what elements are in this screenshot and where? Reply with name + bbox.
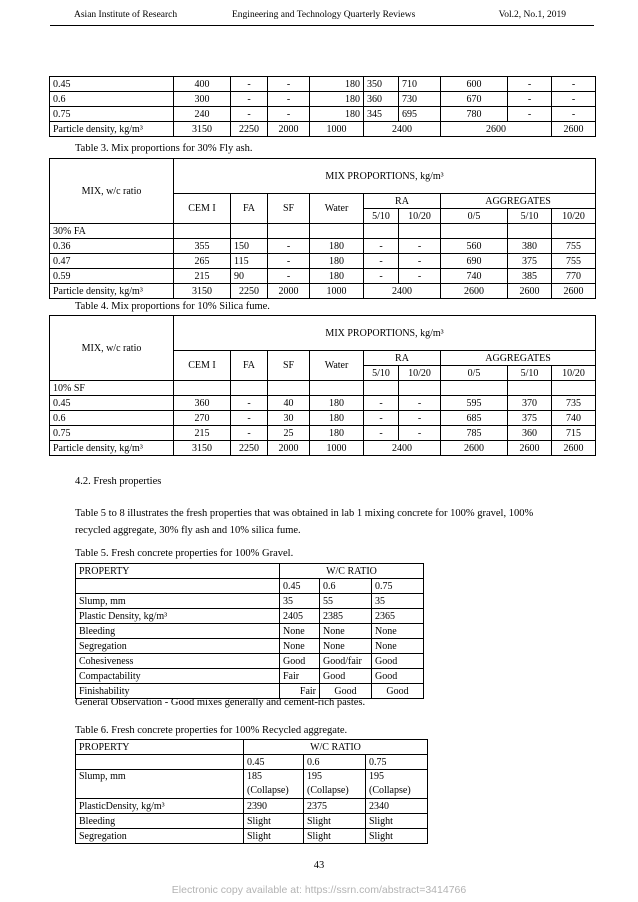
col-fa: FA	[231, 194, 268, 224]
cell: -	[231, 92, 268, 107]
cell: -	[399, 254, 441, 269]
cell: None	[372, 639, 424, 654]
cell: 2600	[508, 441, 552, 456]
cell: 740	[441, 269, 508, 284]
cell: 90	[231, 269, 268, 284]
group-label: 10% SF	[50, 381, 174, 396]
cell: Good/fair	[320, 654, 372, 669]
table3	[49, 158, 596, 299]
cell: Good	[372, 654, 424, 669]
cell	[244, 770, 304, 799]
col-property: PROPERTY	[76, 564, 280, 579]
cell: -	[552, 77, 596, 92]
cell: 180	[310, 239, 364, 254]
cell: -	[231, 426, 268, 441]
cell: 730	[399, 92, 441, 107]
cell: 360	[174, 396, 231, 411]
cell: 2600	[441, 441, 508, 456]
row-label: 0.6	[50, 92, 174, 107]
cell: 355	[174, 239, 231, 254]
sub-col: 5/10	[364, 209, 399, 224]
cell: -	[399, 239, 441, 254]
cell: 735	[552, 396, 596, 411]
cell: -	[364, 254, 399, 269]
table6	[75, 739, 428, 844]
table-row	[50, 77, 596, 92]
cell: 2000	[268, 441, 310, 456]
cell: 180	[310, 426, 364, 441]
cell: 180	[310, 107, 364, 122]
cell: -	[508, 107, 552, 122]
row-label: Segregation	[76, 639, 280, 654]
section-paragraph: Table 5 to 8 illustrates the fresh properties that was obtained in lab 1 mixing concrete for 100% gravel, 100% recycled aggregate, 30% fly ash and 10% silica fume.	[75, 508, 534, 536]
ratio-col: 0.45	[244, 755, 304, 770]
cell: 740	[552, 411, 596, 426]
cell: 695	[399, 107, 441, 122]
cell: 685	[441, 411, 508, 426]
cell: 770	[552, 269, 596, 284]
group-row	[50, 224, 596, 239]
table-row	[76, 639, 424, 654]
cell: -	[231, 396, 268, 411]
cell: -	[508, 92, 552, 107]
cell: 370	[508, 396, 552, 411]
row-label: Bleeding	[76, 814, 244, 829]
mix-label: MIX, w/c ratio	[50, 316, 174, 381]
table-row	[50, 254, 596, 269]
col-wc-ratio: W/C RATIO	[244, 740, 428, 755]
group-row	[50, 381, 596, 396]
sub-col: 5/10	[508, 209, 552, 224]
cell: 600	[441, 77, 508, 92]
header-journal: Engineering and Technology Quarterly Reviews	[232, 10, 416, 20]
slump-note: (Collapse)	[247, 785, 289, 796]
cell: 25	[268, 426, 310, 441]
cell: 2600	[552, 122, 596, 137]
cell: 2600	[508, 284, 552, 299]
cell: -	[399, 396, 441, 411]
density-row	[50, 284, 596, 299]
cell: 2600	[441, 284, 508, 299]
table-continued-body	[50, 77, 596, 137]
table4	[49, 315, 596, 456]
cell: 2340	[366, 799, 428, 814]
cell: 2400	[364, 284, 441, 299]
cell: 2600	[441, 122, 552, 137]
row-label: 0.59	[50, 269, 174, 284]
table3-caption: Table 3. Mix proportions for 30% Fly ash.	[75, 143, 253, 154]
cell: Fair	[280, 669, 320, 684]
table-row	[76, 624, 424, 639]
cell: Good	[320, 684, 372, 699]
slump-note: (Collapse)	[307, 785, 349, 796]
cell: Slight	[244, 814, 304, 829]
row-label: 0.75	[50, 107, 174, 122]
col-ra: RA	[364, 194, 441, 209]
sub-col: 0/5	[441, 366, 508, 381]
cell: Good	[320, 669, 372, 684]
cell: 2250	[231, 122, 268, 137]
table-row	[76, 770, 428, 799]
mix-props-header: MIX PROPORTIONS, kg/m³	[174, 316, 596, 351]
cell: -	[399, 411, 441, 426]
cell: 385	[508, 269, 552, 284]
row-label: Particle density, kg/m³	[50, 122, 174, 137]
cell: 3150	[174, 284, 231, 299]
table-row	[76, 594, 424, 609]
col-property: PROPERTY	[76, 740, 244, 755]
cell: 710	[399, 77, 441, 92]
cell: Good	[372, 684, 424, 699]
row-label: PlasticDensity, kg/m³	[76, 799, 244, 814]
slump-note: (Collapse)	[369, 785, 411, 796]
table-row	[50, 269, 596, 284]
table-row	[50, 92, 596, 107]
row-label: Slump, mm	[76, 770, 244, 799]
row-label: Particle density, kg/m³	[50, 441, 174, 456]
running-header	[74, 10, 566, 24]
row-label: Finishability	[76, 684, 280, 699]
row-label: 0.47	[50, 254, 174, 269]
table6-caption: Table 6. Fresh concrete properties for 100% Recycled aggregate.	[75, 725, 348, 736]
ratio-col: 0.6	[304, 755, 366, 770]
slump-value: 195	[307, 771, 322, 782]
cell: -	[231, 77, 268, 92]
cell: 345	[364, 107, 399, 122]
cell: -	[508, 77, 552, 92]
slump-value: 195	[369, 771, 384, 782]
cell: 2400	[364, 441, 441, 456]
cell: -	[268, 107, 310, 122]
cell: None	[280, 624, 320, 639]
cell: 360	[364, 92, 399, 107]
ratio-col: 0.45	[280, 579, 320, 594]
cell: 2000	[268, 122, 310, 137]
table-row	[76, 669, 424, 684]
cell: 35	[280, 594, 320, 609]
cell: Good	[280, 654, 320, 669]
table-row	[50, 239, 596, 254]
cell: -	[268, 77, 310, 92]
cell: -	[364, 426, 399, 441]
cell	[366, 770, 428, 799]
cell: -	[364, 269, 399, 284]
col-cem: CEM I	[174, 194, 231, 224]
density-row	[50, 441, 596, 456]
cell: Slight	[304, 829, 366, 844]
col-wc-ratio: W/C RATIO	[280, 564, 424, 579]
cell: 180	[310, 396, 364, 411]
cell: -	[268, 239, 310, 254]
table5-caption: Table 5. Fresh concrete properties for 100% Gravel.	[75, 548, 294, 559]
col-aggregates: AGGREGATES	[441, 351, 596, 366]
cell: 215	[174, 426, 231, 441]
row-label: Plastic Density, kg/m³	[76, 609, 280, 624]
col-sf: SF	[268, 194, 310, 224]
ratio-col: 0.6	[320, 579, 372, 594]
table-row	[76, 829, 428, 844]
cell: Slight	[244, 829, 304, 844]
row-label: Particle density, kg/m³	[50, 284, 174, 299]
cell: 595	[441, 396, 508, 411]
group-label: 30% FA	[50, 224, 174, 239]
table-continued	[49, 76, 596, 137]
row-label: Cohesiveness	[76, 654, 280, 669]
row-label: 0.45	[50, 77, 174, 92]
cell: 375	[508, 254, 552, 269]
header-rule	[50, 25, 594, 26]
cell: 3150	[174, 122, 231, 137]
col-water: Water	[310, 351, 364, 381]
cell: 115	[231, 254, 268, 269]
ssrn-footer: Electronic copy available at: https://ssrn.com/abstract=3414766	[171, 884, 467, 896]
row-label: Segregation	[76, 829, 244, 844]
cell: -	[399, 426, 441, 441]
table4-caption: Table 4. Mix proportions for 10% Silica fume.	[75, 301, 270, 312]
cell: None	[280, 639, 320, 654]
cell: 180	[310, 92, 364, 107]
slump-value: 185	[247, 771, 262, 782]
cell: 560	[441, 239, 508, 254]
col-sf: SF	[268, 351, 310, 381]
cell: -	[552, 92, 596, 107]
cell: 670	[441, 92, 508, 107]
cell: 380	[508, 239, 552, 254]
cell: -	[364, 396, 399, 411]
cell: 180	[310, 411, 364, 426]
table-row	[76, 654, 424, 669]
row-label: 0.36	[50, 239, 174, 254]
cell: Slight	[304, 814, 366, 829]
table-row	[50, 426, 596, 441]
cell: 300	[174, 92, 231, 107]
cell: -	[399, 269, 441, 284]
cell: 215	[174, 269, 231, 284]
cell: -	[231, 411, 268, 426]
cell	[304, 770, 366, 799]
cell: 2600	[552, 284, 596, 299]
table-row	[76, 814, 428, 829]
row-label: Slump, mm	[76, 594, 280, 609]
table-row	[76, 799, 428, 814]
cell: 350	[364, 77, 399, 92]
cell: None	[320, 639, 372, 654]
cell: 180	[310, 254, 364, 269]
cell: 2600	[552, 441, 596, 456]
cell: 715	[552, 426, 596, 441]
col-water: Water	[310, 194, 364, 224]
row-label: Bleeding	[76, 624, 280, 639]
cell: None	[320, 624, 372, 639]
cell: 2375	[304, 799, 366, 814]
row-label: 0.6	[50, 411, 174, 426]
sub-col: 10/20	[399, 366, 441, 381]
table5	[75, 563, 424, 699]
cell: Good	[372, 669, 424, 684]
cell: 2385	[320, 609, 372, 624]
cell: 265	[174, 254, 231, 269]
cell: 2250	[231, 441, 268, 456]
cell: Slight	[366, 829, 428, 844]
mix-label: MIX, w/c ratio	[50, 159, 174, 224]
cell: 40	[268, 396, 310, 411]
header-volume: Vol.2, No.1, 2019	[498, 10, 566, 20]
cell: 785	[441, 426, 508, 441]
cell: 2390	[244, 799, 304, 814]
cell: -	[268, 269, 310, 284]
cell: -	[268, 254, 310, 269]
cell: 690	[441, 254, 508, 269]
cell: 150	[231, 239, 268, 254]
table5-note: General Observation - Good mixes generally and cement-rich pastes.	[75, 697, 366, 708]
cell: 755	[552, 254, 596, 269]
mix-props-header: MIX PROPORTIONS, kg/m³	[174, 159, 596, 194]
cell: 240	[174, 107, 231, 122]
col-cem: CEM I	[174, 351, 231, 381]
col-ra: RA	[364, 351, 441, 366]
sub-col: 0/5	[441, 209, 508, 224]
section-heading: 4.2. Fresh properties	[75, 476, 162, 487]
cell: 1000	[310, 441, 364, 456]
cell: 35	[372, 594, 424, 609]
cell: 2000	[268, 284, 310, 299]
cell: -	[231, 107, 268, 122]
table-row	[50, 107, 596, 122]
cell: 2405	[280, 609, 320, 624]
cell: 780	[441, 107, 508, 122]
table-row	[50, 411, 596, 426]
table-row	[50, 396, 596, 411]
col-fa: FA	[231, 351, 268, 381]
cell: Slight	[366, 814, 428, 829]
cell: 3150	[174, 441, 231, 456]
cell: 375	[508, 411, 552, 426]
cell: -	[364, 411, 399, 426]
cell: Fair	[280, 684, 320, 699]
cell: 180	[310, 269, 364, 284]
table-row	[76, 609, 424, 624]
sub-col: 10/20	[552, 209, 596, 224]
cell: 2250	[231, 284, 268, 299]
row-label: Compactability	[76, 669, 280, 684]
density-row	[50, 122, 596, 137]
cell: -	[552, 107, 596, 122]
cell: 360	[508, 426, 552, 441]
row-label: 0.75	[50, 426, 174, 441]
cell: None	[372, 624, 424, 639]
cell: 755	[552, 239, 596, 254]
cell: -	[268, 92, 310, 107]
cell: 2400	[364, 122, 441, 137]
page-number: 43	[313, 860, 325, 871]
cell: 180	[310, 77, 364, 92]
cell: -	[364, 239, 399, 254]
ratio-col: 0.75	[366, 755, 428, 770]
col-aggregates: AGGREGATES	[441, 194, 596, 209]
cell: 1000	[310, 284, 364, 299]
cell: 55	[320, 594, 372, 609]
sub-col: 5/10	[364, 366, 399, 381]
sub-col: 10/20	[552, 366, 596, 381]
header-institute: Asian Institute of Research	[74, 10, 178, 20]
cell: 2365	[372, 609, 424, 624]
cell: 1000	[310, 122, 364, 137]
cell: 30	[268, 411, 310, 426]
cell: 270	[174, 411, 231, 426]
ratio-col: 0.75	[372, 579, 424, 594]
sub-col: 5/10	[508, 366, 552, 381]
row-label: 0.45	[50, 396, 174, 411]
sub-col: 10/20	[399, 209, 441, 224]
cell: 400	[174, 77, 231, 92]
